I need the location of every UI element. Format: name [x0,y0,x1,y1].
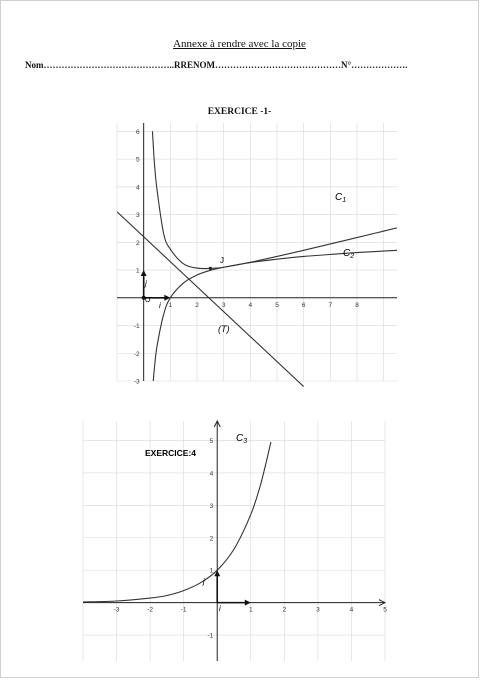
series-c3-line [83,442,271,602]
y-tick-label: 4 [136,184,140,192]
exercise4-curves [83,442,271,602]
y-tick-label: 5 [209,437,214,445]
exercise1-graph [117,123,397,386]
x-tick-label: 5 [383,606,387,614]
annex-title: Annexe à rendre avec la copie [173,38,306,50]
x-tick-label: 6 [301,301,306,309]
y-tick-label: 4 [209,470,214,478]
y-tick-label: -1 [207,632,214,640]
x-tick-label: 3 [221,301,226,309]
unit-vector-j-arrow [141,270,147,276]
exercise1-title: EXERCICE -1- [207,107,272,117]
y-tick-label: 1 [136,267,140,275]
y-tick-label: -1 [133,323,140,331]
point-j [209,267,212,270]
point-j-label: J [220,256,224,265]
y-tick-label: 6 [136,128,140,136]
x-tick-label: -2 [147,606,154,614]
x-tick-label: -1 [180,606,187,614]
unit-vector-j-arrow [214,570,220,576]
exercise1-curves [117,128,397,386]
y-tick-label: 1 [209,567,214,575]
exercise1-tick-labels [134,129,359,386]
unit-i-label: i [159,301,161,310]
y-tick-label: 5 [136,156,140,164]
y-tick-label: 3 [136,212,140,220]
exercise4-axes [83,421,385,661]
x-tick-label: 2 [195,301,199,309]
exercise4-labels [145,433,247,613]
x-tick-label: 8 [355,301,359,309]
x-tick-label: 3 [316,606,320,614]
exercise4-graph [83,421,385,661]
x-tick-label: 5 [275,301,279,309]
y-tick-label: -2 [133,350,140,358]
unit-i-label: i [219,604,221,613]
y-tick-label: 2 [136,239,140,247]
unit-j-label: j [145,279,147,288]
x-tick-label: 1 [248,606,253,614]
x-tick-label: 7 [328,301,333,309]
exercise4-grid [83,421,385,661]
x-tick-label: -3 [113,606,120,614]
y-tick-label: 2 [209,535,214,543]
x-tick-label: 2 [282,606,287,614]
student-fields-line: Nom……………………………………..RRENOM……………………………………N°………………. [25,60,408,70]
c1-label: $C_1$ [335,192,347,204]
x-tick-label: 4 [248,301,253,309]
unit-vector-i-arrow [245,600,251,606]
series-c1-line [152,131,397,268]
x-tick-label: 1 [168,301,173,309]
exercise4-tick-labels [114,438,388,640]
origin-label: O [145,297,151,304]
tangent-label: (T) [218,324,230,334]
exercise4-title: EXERCICE:4 [145,448,197,458]
c2-label: $C_2$ [343,248,355,260]
x-tick-label: 4 [349,606,354,614]
unit-j-label: j [203,577,205,586]
y-tick-label: 3 [209,502,214,510]
c3-label: $C_3$ [236,433,248,445]
y-tick-label: -3 [133,378,140,386]
